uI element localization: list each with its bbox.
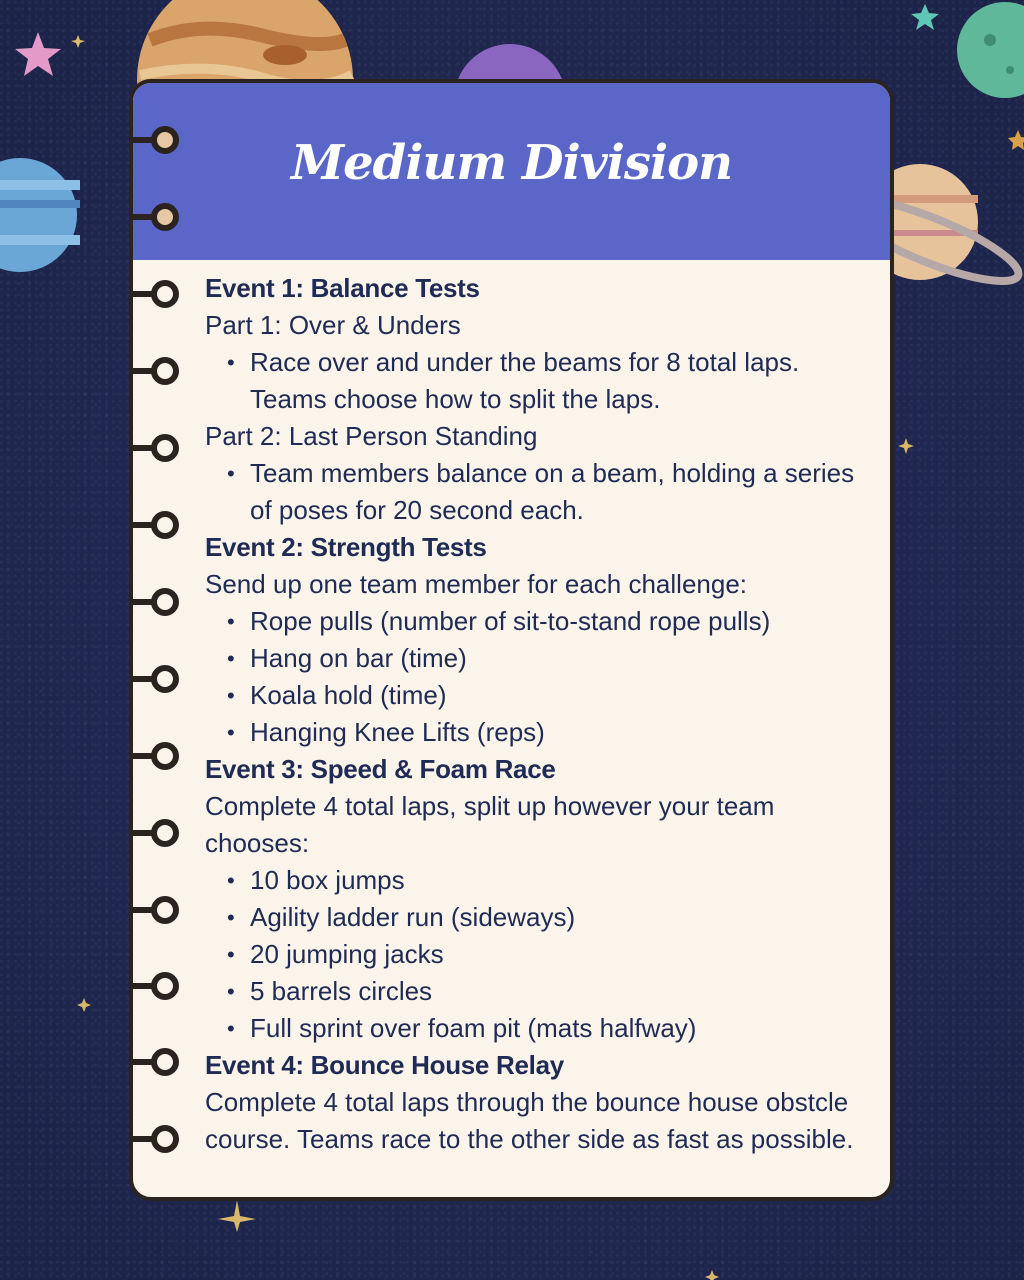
list-item [205,344,885,418]
event-body: course. Teams race to the other side as fast as possible. [205,1124,854,1154]
list-item: • 5 barrels circles [205,973,885,1010]
list-item-text: Teams choose how to split the laps. [250,384,661,414]
event-heading: Event 2: Strength Tests [205,532,487,562]
star-icon [15,32,61,76]
event-heading: Event 3: Speed & Foam Race [205,754,556,784]
list-item: • Koala hold (time) [205,677,885,714]
star-icon [218,1200,256,1232]
list-item [205,455,885,529]
list-item: • Hanging Knee Lifts (reps) [205,714,885,751]
bullet-icon: • [227,979,235,1004]
bullet-icon: • [227,942,235,967]
notebook-card [129,79,894,1201]
event-heading: Event 1: Balance Tests [205,273,480,303]
list-item: • 20 jumping jacks [205,936,885,973]
event-intro: Complete 4 total laps, split up however your team [205,791,775,821]
star-icon [911,4,939,30]
list-item-text: Race over and under the beams for 8 total laps. [250,347,800,377]
event-heading: Event 4: Bounce House Relay [205,1050,564,1080]
event-part-label: Part 1: Over & Unders [205,310,461,340]
list-item-text: Team members balance on a beam, holding a series [250,458,855,488]
event-list [205,270,885,1158]
list-item-text: of poses for 20 second each. [250,495,584,525]
event-intro: Send up one team member for each challenge: [205,569,748,599]
event-intro: chooses: [205,828,310,858]
bullet-icon: • [227,720,235,745]
star-icon [71,35,85,48]
bullet-icon: • [227,683,235,708]
bullet-icon: • [227,1016,235,1041]
star-icon [898,438,914,454]
bullet-icon: • [227,646,235,671]
planet-icon [957,2,1024,98]
bullet-icon: • [227,868,235,893]
card-header [133,83,890,260]
bullet-icon: • [227,350,235,375]
event-part-label: Part 2: Last Person Standing [205,421,538,451]
bullet-icon: • [227,461,235,486]
star-icon [1008,130,1024,150]
list-item: • Full sprint over foam pit (mats halfway) [205,1010,885,1047]
star-icon [77,998,91,1012]
list-item: • 10 box jumps [205,862,885,899]
bullet-icon: • [227,609,235,634]
list-item: • Hang on bar (time) [205,640,885,677]
bullet-icon: • [227,905,235,930]
planet-icon [0,158,80,272]
page-title: Medium Division [290,135,733,191]
event-body: Complete 4 total laps through the bounce house obstcle [205,1087,849,1117]
star-icon [705,1270,719,1280]
list-item: • Agility ladder run (sideways) [205,899,885,936]
list-item: • Rope pulls (number of sit-to-stand rope pulls) [205,603,885,640]
